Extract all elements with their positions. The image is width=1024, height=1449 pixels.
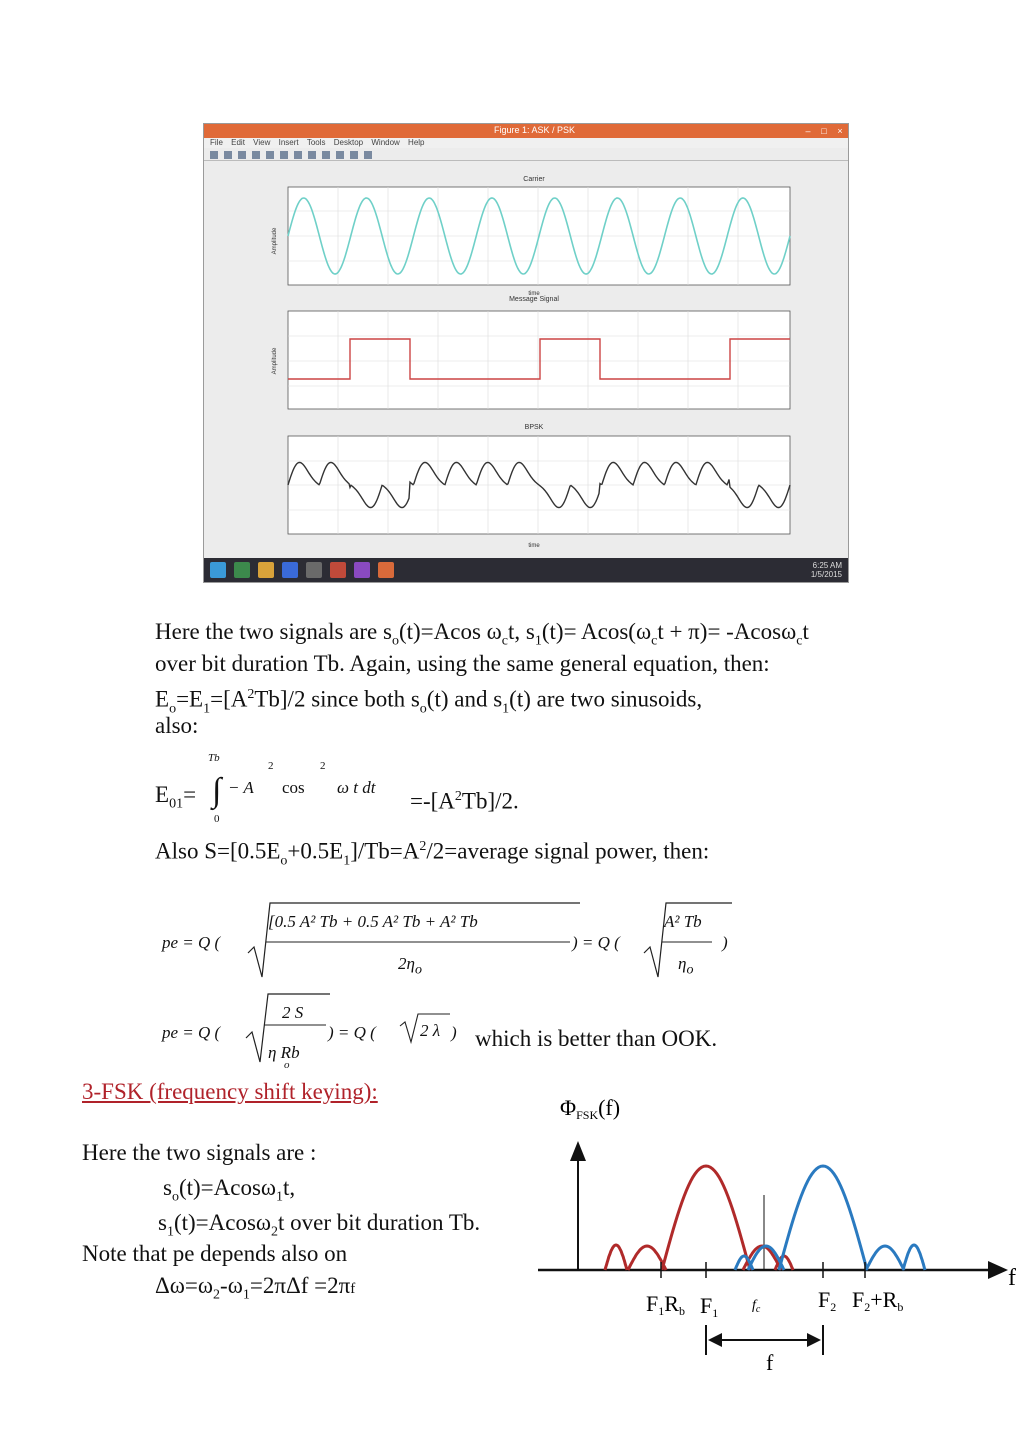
text: =[A <box>210 686 248 712</box>
text: Tb]/2 since both s <box>254 686 420 712</box>
subplots <box>204 161 848 559</box>
sub: o <box>419 701 427 717</box>
app-icon-6[interactable] <box>354 562 370 578</box>
text: t + π)= -Acosω <box>657 619 797 644</box>
pe1-denominator-2 <box>678 954 693 978</box>
sup: 2 <box>454 789 462 804</box>
x-label-1: time <box>528 291 540 297</box>
sub: o <box>171 1189 179 1205</box>
sub: 1 <box>166 1224 174 1240</box>
text: =2πΔf =2π <box>249 1273 351 1298</box>
pe2-radicand: 2 λ <box>420 1021 441 1040</box>
menu-bar <box>204 138 848 148</box>
pe1-denominator <box>398 954 422 978</box>
delta-arrow-right-icon <box>807 1333 821 1347</box>
text: η <box>678 954 687 973</box>
pe2-close: ) <box>451 1023 457 1042</box>
sup: 2 <box>247 687 255 702</box>
text: (t)=Acosω <box>178 1175 277 1200</box>
integrand-b: ω t dt <box>337 778 376 797</box>
pe2-numerator: 2 S <box>282 1003 304 1022</box>
text: +0.5E <box>287 838 344 864</box>
sub: c <box>501 633 509 649</box>
plot-title-message: Message Signal <box>509 296 559 303</box>
delta-f-label: f <box>766 1350 774 1375</box>
pe1-numerator-2: A² Tb <box>664 912 702 931</box>
text: t, s <box>508 619 535 644</box>
close-icon[interactable]: × <box>837 126 843 136</box>
sub: 1 <box>502 701 510 717</box>
integral-upper: Tb <box>208 752 220 764</box>
delta-arrow-left-icon <box>708 1333 722 1347</box>
text: Also S=[0.5E <box>155 838 281 864</box>
axes-message <box>288 311 790 409</box>
pe2-den-sub: o <box>284 1059 290 1071</box>
text: (t) are two sinusoids, <box>509 686 703 712</box>
integrand-sup-cos: 2 <box>320 760 326 772</box>
sub: 2 <box>271 1224 279 1240</box>
pe2-mid: ) = Q ( <box>328 1023 376 1042</box>
pe2-lhs: pe = Q ( <box>162 1023 221 1042</box>
text: E <box>155 686 170 712</box>
text: (t) and s <box>426 686 503 712</box>
integrand <box>228 778 254 798</box>
window-titlebar <box>204 124 848 138</box>
menu-item-edit[interactable]: Edit <box>231 138 245 147</box>
tick-label-f2: F2 <box>818 1287 837 1314</box>
maximize-icon[interactable]: □ <box>821 126 827 136</box>
app-icon-1[interactable] <box>234 562 250 578</box>
y-label-2: Amplitude <box>272 347 278 375</box>
app-icon-7[interactable] <box>378 562 394 578</box>
para2 <box>155 832 709 876</box>
sub: o <box>391 633 399 649</box>
text: (t)=Acos ω <box>398 619 502 644</box>
text: s <box>163 1175 172 1200</box>
x-axis-arrow-icon <box>988 1261 1008 1279</box>
spectrum-x-label: f <box>1008 1265 1016 1291</box>
figure-toolbar <box>204 148 848 161</box>
integral-sign-icon: ∫ <box>212 772 222 809</box>
text: =-[A <box>410 788 455 814</box>
sub: 1 <box>343 853 351 869</box>
text: (t)= Acos(ω <box>541 619 652 644</box>
sub: o <box>686 962 694 978</box>
minimize-icon[interactable]: – <box>805 126 811 136</box>
tick-label-f1-minus-rb: F1Rb <box>646 1291 685 1318</box>
text: /2=average signal power, then: <box>426 838 710 864</box>
text: t <box>802 619 809 644</box>
text: Here the two signals are s <box>155 619 392 644</box>
menu-item-view[interactable]: View <box>253 138 271 147</box>
app-icon-3[interactable] <box>282 562 298 578</box>
text: 2η <box>398 954 415 973</box>
menu-item-tools[interactable]: Tools <box>306 138 326 147</box>
sub: 1 <box>203 701 211 717</box>
app-icon-5[interactable] <box>330 562 346 578</box>
integral-lower: 0 <box>214 813 220 825</box>
matlab-figure-screenshot <box>203 123 849 583</box>
sub: c <box>796 633 803 649</box>
pe1-numerator: [0.5 A² Tb + 0.5 A² Tb + A² Tb <box>268 912 478 931</box>
y-label-1: Amplitude <box>272 227 278 255</box>
fsk-line5 <box>155 1271 355 1311</box>
menu-item-file[interactable]: File <box>210 138 223 147</box>
tick-label-f1: F1 <box>700 1293 719 1320</box>
f1-lobes <box>605 1166 793 1270</box>
sub: o <box>280 853 288 869</box>
text: E <box>155 782 170 807</box>
para1-line3 <box>155 680 702 724</box>
text: Δω=ω <box>155 1273 214 1298</box>
start-icon[interactable] <box>210 562 226 578</box>
sub: 2 <box>213 1287 221 1303</box>
tick-label-fc: $f_c$ <box>752 1298 761 1315</box>
sub: c <box>651 633 658 649</box>
toolbar-icons[interactable] <box>204 149 384 161</box>
menu-item-insert[interactable]: Insert <box>278 138 299 147</box>
fsk-line2 <box>163 1173 295 1213</box>
fsk-heading: 3-FSK (frequency shift keying): <box>82 1079 378 1104</box>
fsk-spectrum-diagram <box>530 1085 1024 1385</box>
spectrum-y-label: ΦFSK(f) <box>560 1095 621 1122</box>
text: t, <box>283 1175 296 1200</box>
text: s <box>158 1210 167 1235</box>
integrand-cos: cos <box>282 778 305 797</box>
plots-area <box>204 161 848 559</box>
sub: o <box>414 962 422 978</box>
sub: o <box>169 701 177 717</box>
text: = <box>183 782 197 807</box>
taskbar-clock <box>811 561 842 579</box>
menu-item-help[interactable]: Help <box>408 138 425 147</box>
eq-e01-result <box>410 782 519 817</box>
text: Tb]/2. <box>461 788 519 814</box>
sqrt-symbols-1 <box>240 895 740 985</box>
pe2-comment: which is better than OOK. <box>475 1026 718 1051</box>
menu-item-desktop[interactable]: Desktop <box>333 138 364 147</box>
y-axis-arrow-icon <box>570 1141 586 1161</box>
tick-label-f2-plus-rb: F2+Rb <box>852 1287 904 1314</box>
integrand-sup-a: 2 <box>268 760 274 772</box>
plot-title-carrier: Carrier <box>523 176 545 183</box>
text: f <box>350 1281 356 1297</box>
clock-date: 1/5/2015 <box>810 570 842 579</box>
sub: 1 <box>242 1287 250 1303</box>
clock-time: 6:25 AM <box>812 561 842 570</box>
sub: 1 <box>534 633 542 649</box>
x-label-3: time <box>528 543 540 549</box>
text: η Rb <box>268 1043 300 1062</box>
sub: 1 <box>276 1189 284 1205</box>
text: ]/Tb=A <box>350 838 420 864</box>
pe1-close: ) <box>722 933 728 952</box>
para1-line4: also: <box>155 713 199 738</box>
os-taskbar <box>204 558 848 582</box>
pe1-mid: ) = Q ( <box>572 933 620 952</box>
fsk-line4: Note that pe depends also on <box>82 1241 348 1266</box>
sub: 01 <box>169 796 184 812</box>
plot-title-bpsk: BPSK <box>524 424 544 431</box>
window-title: Figure 1: ASK / PSK <box>494 125 576 135</box>
para1-line2: over bit duration Tb. Again, using the same general equation, then: <box>155 651 770 676</box>
pe1-lhs: pe = Q ( <box>162 933 221 952</box>
menu-item-window[interactable]: Window <box>371 138 400 147</box>
text: -ω <box>220 1273 243 1298</box>
text: (t)=Acosω <box>173 1210 272 1235</box>
app-icon-4[interactable] <box>306 562 322 578</box>
text: t over bit duration Tb. <box>278 1210 481 1235</box>
eq-e01-lhs <box>155 780 196 820</box>
fsk-line1: Here the two signals are : <box>82 1140 317 1165</box>
text: =E <box>176 686 204 712</box>
sup: 2 <box>419 839 427 854</box>
text: − A <box>228 778 254 797</box>
app-icon-2[interactable] <box>258 562 274 578</box>
